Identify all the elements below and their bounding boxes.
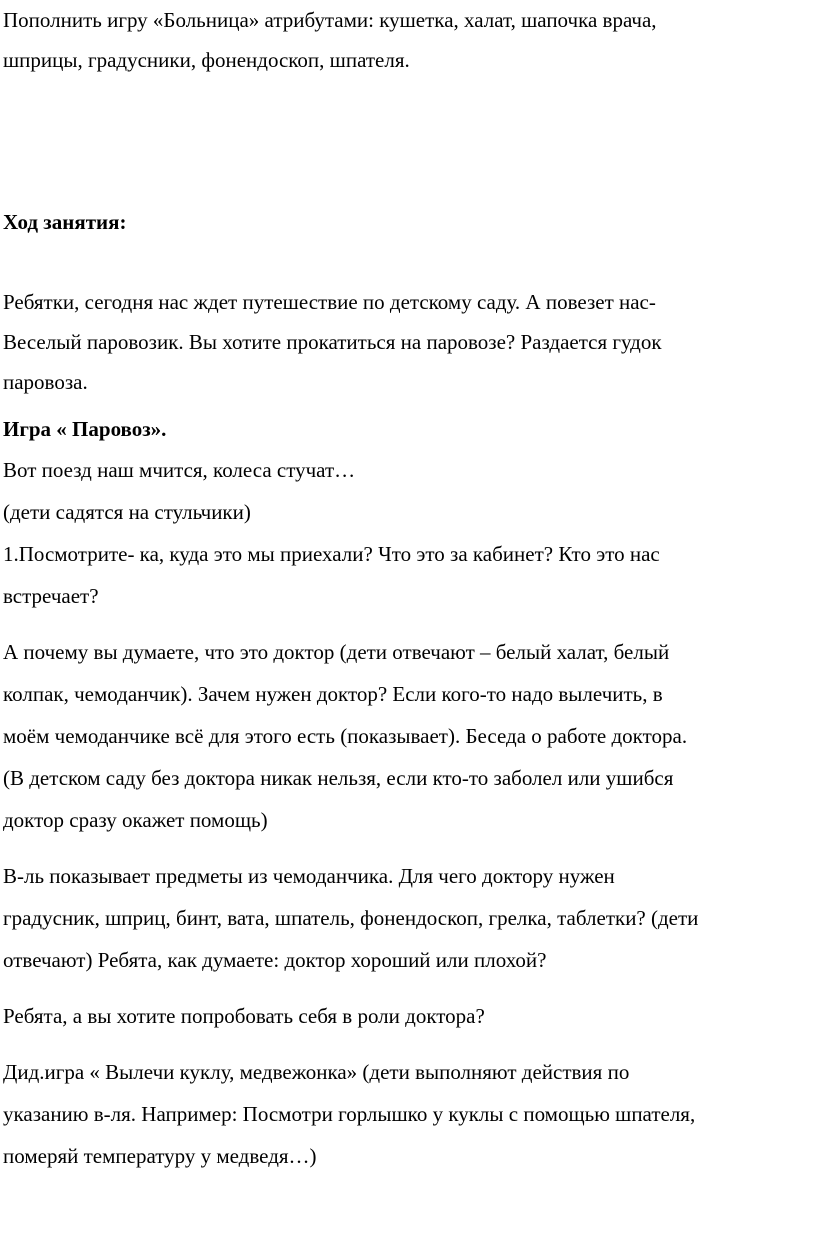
text-line-6: Вот поезд наш мчится, колеса стучат… [3,458,356,482]
text-line-8: 1.Посмотрите- ка, куда это мы приехали? Что это за кабинет? Кто это нас [3,542,660,566]
game-title: Игра « Паровоз». [3,417,167,441]
text-line-19: Дид.игра « Вылечи куклу, медвежонка» (дети выполняют действия по [3,1060,630,1084]
text-line-15: В-ль показывает предметы из чемоданчика. Для чего доктору нужен [3,864,615,888]
section-heading: Ход занятия: [3,210,127,234]
text-line-3: Ребятки, сегодня нас ждет путешествие по детскому саду. А повезет нас- [3,290,656,314]
text-line-17: отвечают) Ребята, как думаете: доктор хороший или плохой? [3,948,547,972]
text-line-12: моём чемоданчике всё для этого есть (показывает). Беседа о работе доктора. [3,724,688,748]
text-line-21: померяй температуру у медведя…) [3,1144,317,1168]
text-line-16: градусник, шприц, бинт, вата, шпатель, фонендоскоп, грелка, таблетки? (дети [3,906,699,930]
text-line-10: А почему вы думаете, что это доктор (дети отвечают – белый халат, белый [3,640,670,664]
text-line-13: (В детском саду без доктора никак нельзя, если кто-то заболел или ушибся [3,766,674,790]
text-line-14: доктор сразу окажет помощь) [3,808,268,832]
text-line-7: (дети садятся на стульчики) [3,500,251,524]
text-line-18: Ребята, а вы хотите попробовать себя в роли доктора? [3,1004,485,1028]
text-line-5: паровоза. [3,370,88,394]
text-line-4: Веселый паровозик. Вы хотите прокатиться на паровозе? Раздается гудок [3,330,662,354]
text-line-2: шприцы, градусники, фонендоскоп, шпателя. [3,48,410,72]
text-line-1: Пополнить игру «Больница» атрибутами: кушетка, халат, шапочка врача, [3,8,657,32]
text-line-11: колпак, чемоданчик). Зачем нужен доктор? Если кого-то надо вылечить, в [3,682,663,706]
text-line-9: встречает? [3,584,99,608]
text-line-20: указанию в-ля. Например: Посмотри горлышко у куклы с помощью шпателя, [3,1102,696,1126]
